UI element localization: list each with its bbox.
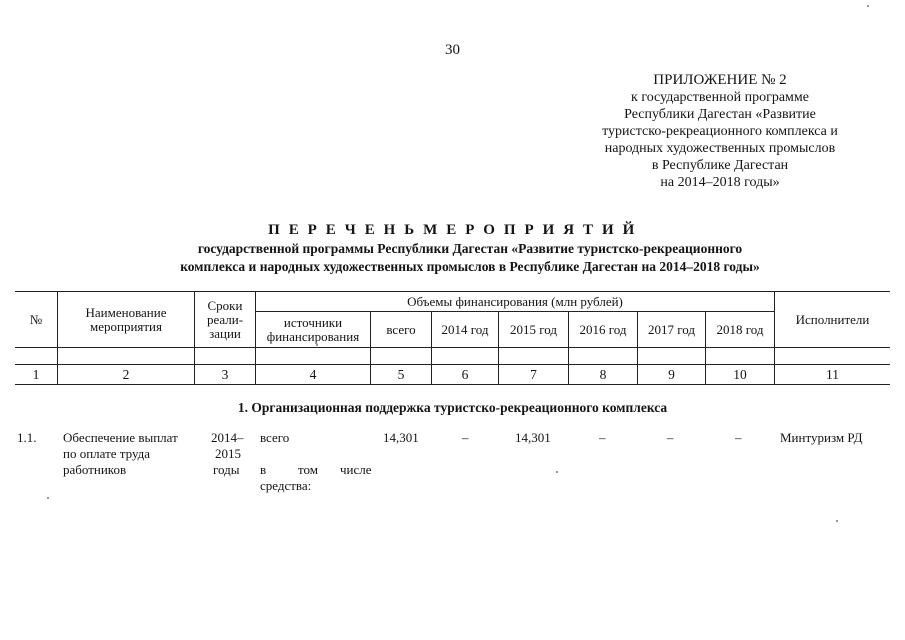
row-event-name-line: Обеспечение выплат [63,430,178,445]
column-number: 5 [397,366,405,382]
scan-speck [836,520,838,522]
row-event-name-line: по оплате труда [63,446,151,461]
column-number: 9 [668,366,675,382]
header-funding-group: Объемы финансирования (млн рублей) [407,293,623,309]
row-year-2015: 14,301 [515,430,551,445]
header-year-2014: 2014 год [441,321,489,337]
page-number: 30 [445,42,460,58]
row-funding-source: всего [260,430,290,445]
scan-speck [867,5,869,7]
row-funding-source-word: том [298,462,318,477]
header-terms-line: зации [209,325,241,341]
appendix-line: народных художественных промыслов [604,141,836,156]
row-year-2018: – [735,430,742,445]
header-funding-sources-line: финансирования [266,328,360,344]
scan-speck [316,344,318,346]
column-number: 10 [733,366,747,382]
column-number: 2 [122,366,130,382]
header-funding-sources [256,312,370,347]
header-bottom-border [15,347,890,348]
appendix-line: Республики Дагестан «Развитие [624,107,816,122]
row-funding-source: средства: [260,478,312,493]
column-number: 8 [599,366,607,382]
section-heading: 1. Организационная поддержка туристско-рекреационного комплекса [237,400,668,415]
header-event-name-line: Наименование [85,304,167,320]
row-year-2016: – [599,430,606,445]
row-term-line: 2014– [211,430,244,445]
header-terms-line: реали- [206,311,244,327]
appendix-line: на 2014–2018 годы» [660,175,780,190]
scan-speck [556,471,558,473]
column-number: 4 [309,366,317,382]
row-term-line: 2015 [215,446,241,461]
row-funding-source-word: числе [340,462,372,477]
scan-speck [47,497,49,499]
numbers-row-bottom-border [15,384,890,385]
appendix-line: в Республике Дагестан [651,158,789,173]
row-year-2014: – [462,430,469,445]
column-number: 6 [461,366,469,382]
header-year-2017: 2017 год [648,321,695,337]
row-total: 14,301 [383,430,419,445]
appendix-title: ПРИЛОЖЕНИЕ № 2 [653,72,787,88]
header-terms [195,292,255,347]
column-number: 1 [32,366,40,382]
column-number: 3 [221,366,229,382]
row-year-2017: – [667,430,674,445]
header-year-2018: 2018 год [716,321,764,337]
column-number: 7 [530,366,537,382]
row-executor: Минтуризм РД [780,430,863,445]
header-terms-line: Сроки [207,297,243,313]
header-executors: Исполнители [795,311,870,327]
document-subtitle-line: комплекса и народных художественных промыслов в Республике Дагестан на 2014–2018 годы» [180,259,760,274]
row-funding-source-word: в [260,462,267,477]
appendix-line: к государственной программе [631,90,809,105]
header-event-name-line: мероприятия [89,318,162,334]
header-funding-sources-line: источники [283,314,343,330]
header-event-name [58,292,194,347]
row-event-name-line: работников [63,462,127,477]
document-subtitle-line: государственной программы Республики Дагестан «Развитие туристско-рекреационного [197,241,743,256]
appendix-block [560,72,880,191]
header-total: всего [386,321,416,337]
document-subtitle [110,240,830,276]
appendix-line: туристско-рекреационного комплекса и [602,124,838,139]
header-number: № [29,311,43,327]
header-year-2016: 2016 год [579,321,627,337]
row-number: 1.1. [17,430,37,445]
row-term-line: годы [213,462,240,477]
column-number: 11 [826,366,839,382]
header-year-2015: 2015 год [510,321,557,337]
document-title: П Е Р Е Ч Е Н Ь М Е Р О П Р И Я Т И Й [268,222,637,238]
